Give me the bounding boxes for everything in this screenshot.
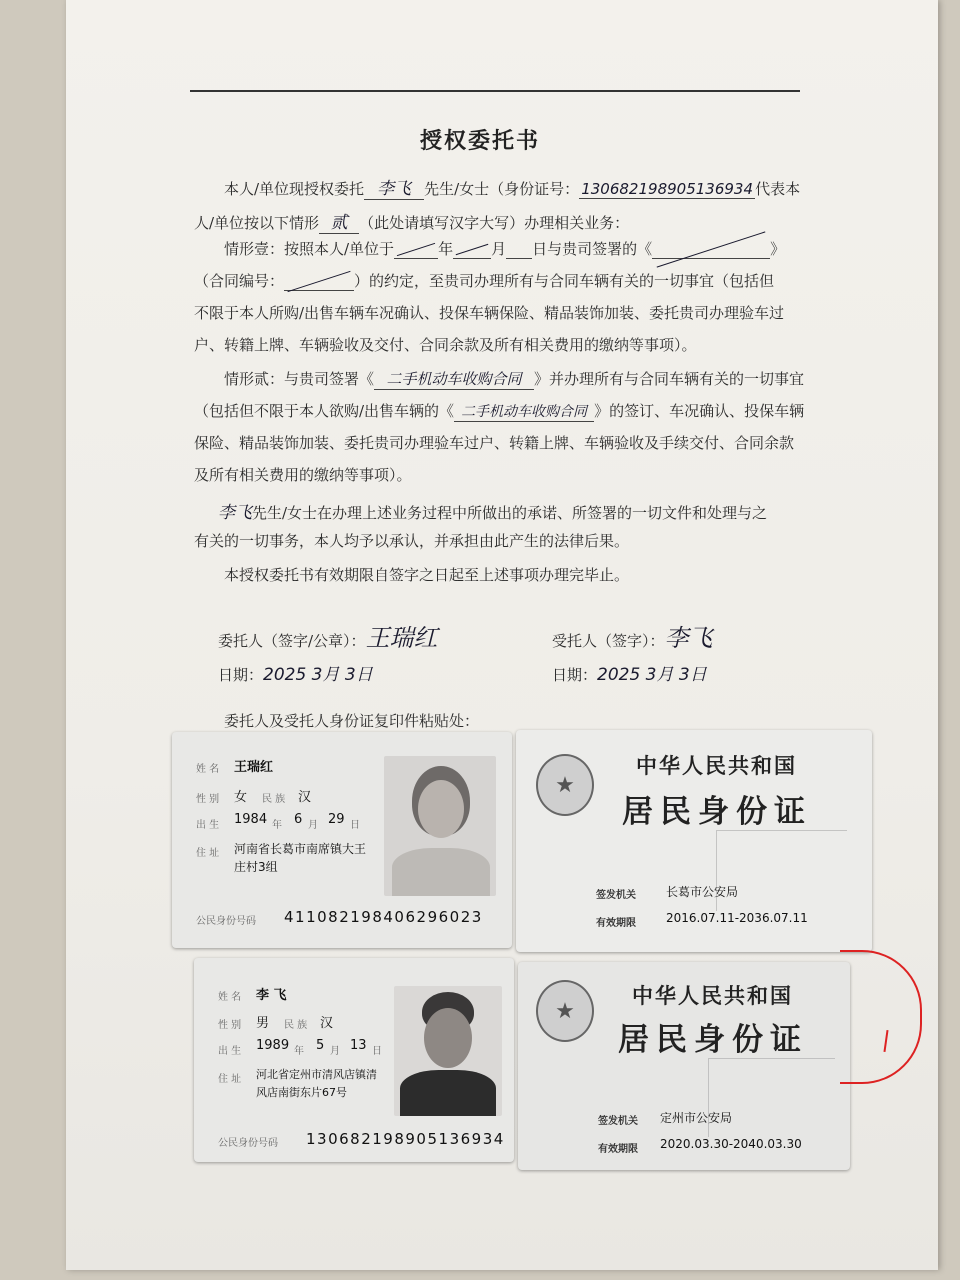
issuer-label: 签发机关	[598, 1116, 638, 1127]
case2-text: 》的签订、车况确认、投保车辆	[594, 402, 805, 420]
birth-label: 出 生	[218, 1046, 242, 1057]
crossed-blank	[284, 272, 354, 291]
agent-name-handwritten-2: 李飞	[218, 503, 252, 523]
country-name: 中华人民共和国	[632, 983, 793, 1008]
birth-month: 5	[316, 1038, 325, 1053]
agent-id-handwritten: 130682198905136934	[579, 180, 755, 199]
sex-value: 男	[256, 1016, 270, 1031]
case1-line1	[224, 238, 785, 259]
birth-label: 出 生	[196, 820, 220, 831]
year-unit: 年	[272, 820, 282, 831]
birth-year: 1989	[256, 1038, 290, 1053]
portrait-photo	[384, 756, 496, 896]
sex-label: 性 别	[218, 1020, 242, 1031]
blank	[506, 240, 532, 259]
validity-value: 2020.03.30-2040.03.30	[660, 1137, 802, 1151]
month-unit: 月	[330, 1046, 340, 1057]
contract-name-handwritten-2: 二手机动车收购合同	[454, 401, 594, 422]
id-card-back-principal	[516, 730, 872, 952]
year-unit: 年	[294, 1046, 304, 1057]
principal-signature-line	[218, 618, 438, 653]
case2-line4: 及所有相关费用的缴纳等事项）。	[194, 466, 412, 484]
address-line1: 河北省定州市清风店镇清	[256, 1068, 377, 1081]
para3-line2: 有关的一切事务，本人均予以承认，并承担由此产生的法律后果。	[194, 532, 630, 550]
id-card-back-agent	[518, 962, 850, 1170]
header-rule	[190, 90, 800, 92]
para1-line1	[224, 174, 800, 200]
para3-text: 先生/女士在办理上述业务过程中所做出的承诺、所签署的一切文件和处理与之	[252, 504, 768, 522]
name-value: 李 飞	[256, 988, 287, 1003]
ethnic-label: 民 族	[284, 1020, 308, 1031]
national-emblem-icon: ★	[536, 754, 594, 816]
issuer-value: 长葛市公安局	[666, 885, 739, 899]
case2-text: 情形贰：与贵司签署《	[224, 370, 375, 388]
id-number-label: 公民身份号码	[196, 916, 256, 927]
agent-label: 受托人（签字）：	[552, 632, 665, 650]
ethnic-value: 汉	[320, 1016, 334, 1031]
case1-text: ）的约定，至贵司办理所有与合同车辆有关的一切事宜（包括但	[354, 272, 775, 290]
address-line2: 风店南街东片67号	[256, 1086, 347, 1099]
case2-line1	[224, 368, 804, 390]
principal-date-line	[218, 660, 373, 685]
id-card-front-principal	[172, 732, 512, 948]
birth-year: 1984	[234, 812, 268, 827]
name-label: 姓 名	[218, 992, 242, 1003]
para1-text-b: 先生/女士（身份证号：	[424, 180, 580, 198]
name-value: 王瑞红	[234, 760, 274, 775]
birth-month: 6	[294, 812, 303, 827]
case1-line2	[194, 270, 774, 291]
agent-signature-line	[552, 618, 713, 653]
case1-text: 》	[770, 240, 786, 258]
case1-text: 日与贵司签署的《	[532, 240, 653, 258]
id-number-label: 公民身份号码	[218, 1138, 278, 1149]
para1-text-e: （此处请填写汉字大写）办理相关业务：	[359, 214, 630, 232]
day-unit: 日	[372, 1046, 382, 1057]
ethnic-label: 民 族	[262, 794, 286, 805]
agent-date-line	[552, 660, 707, 685]
contract-name-handwritten: 二手机动车收购合同	[374, 368, 534, 390]
month-unit: 月	[308, 820, 318, 831]
issuer-label: 签发机关	[596, 890, 636, 901]
ethnic-value: 汉	[298, 790, 312, 805]
validity-label: 有效期限	[598, 1144, 638, 1155]
principal-label: 委托人（签字/公章）：	[218, 632, 366, 650]
para1-text-d: 人/单位按以下情形	[194, 214, 320, 232]
case2-line2	[194, 400, 804, 422]
country-name: 中华人民共和国	[636, 753, 797, 778]
agent-signature: 李飞	[664, 624, 713, 652]
validity-label: 有效期限	[596, 918, 636, 929]
para1-text-c: 代表本	[755, 180, 801, 198]
case1-line3: 不限于本人所购/出售车辆车况确认、投保车辆保险、精品装饰加装、委托贵司办理验车过	[194, 304, 785, 322]
birth-day: 13	[350, 1038, 367, 1053]
sex-value: 女	[234, 790, 248, 805]
name-label: 姓 名	[196, 764, 220, 775]
validity-statement: 本授权委托书有效期限自签字之日起至上述事项办理完毕止。	[224, 566, 630, 584]
para1-text-a: 本人/单位现授权委托	[224, 180, 365, 198]
validity-value: 2016.07.11-2036.07.11	[666, 911, 808, 925]
address-label: 住 址	[196, 848, 220, 859]
paste-area-label: 委托人及受托人身份证复印件粘贴处：	[224, 712, 480, 730]
year-label: 年	[438, 240, 454, 258]
crossed-blank	[453, 240, 491, 259]
portrait-photo	[394, 986, 502, 1116]
case2-line3: 保险、精品装饰加装、委托贵司办理验车过户、转籍上牌、车辆验收及手续交付、合同余款	[194, 434, 795, 452]
day-unit: 日	[350, 820, 360, 831]
address-line1: 河南省长葛市南席镇大王	[234, 842, 367, 856]
date-label: 日期：	[218, 666, 264, 684]
document-title: 授权委托书	[419, 128, 540, 154]
case-number-handwritten: 贰	[319, 208, 359, 234]
crossed-blank	[394, 240, 438, 259]
address-line2: 庄村3组	[234, 860, 278, 874]
date-label: 日期：	[552, 666, 598, 684]
id-card-front-agent	[194, 958, 514, 1162]
address-label: 住 址	[218, 1074, 242, 1085]
id-number: 130682198905136934	[306, 1130, 505, 1148]
crossed-blank	[652, 240, 770, 259]
case1-line4: 户、转籍上牌、车辆验收及交付、合同余款及所有相关费用的缴纳等事项）。	[194, 336, 697, 354]
card-name: 居民身份证	[622, 794, 812, 830]
para1-line2	[194, 208, 629, 234]
card-name: 居民身份证	[618, 1022, 808, 1058]
principal-date: 2025 3月 3日	[263, 665, 373, 685]
case1-text: 情形壹：按照本人/单位于	[224, 240, 395, 258]
month-label: 月	[491, 240, 507, 258]
case2-text: （包括但不限于本人欲购/出售车辆的《	[194, 402, 455, 420]
sex-label: 性 别	[196, 794, 220, 805]
national-emblem-icon: ★	[536, 980, 594, 1042]
agent-name-handwritten: 李飞	[364, 174, 424, 200]
id-number: 411082198406296023	[284, 908, 483, 926]
case2-text: 》并办理所有与合同车辆有关的一切事宜	[534, 370, 805, 388]
birth-day: 29	[328, 812, 345, 827]
issuer-value: 定州市公安局	[660, 1111, 733, 1125]
agent-date: 2025 3月 3日	[597, 665, 707, 685]
principal-signature: 王瑞红	[365, 624, 438, 652]
case1-text: （合同编号：	[194, 272, 285, 290]
para3-line1	[218, 498, 767, 523]
